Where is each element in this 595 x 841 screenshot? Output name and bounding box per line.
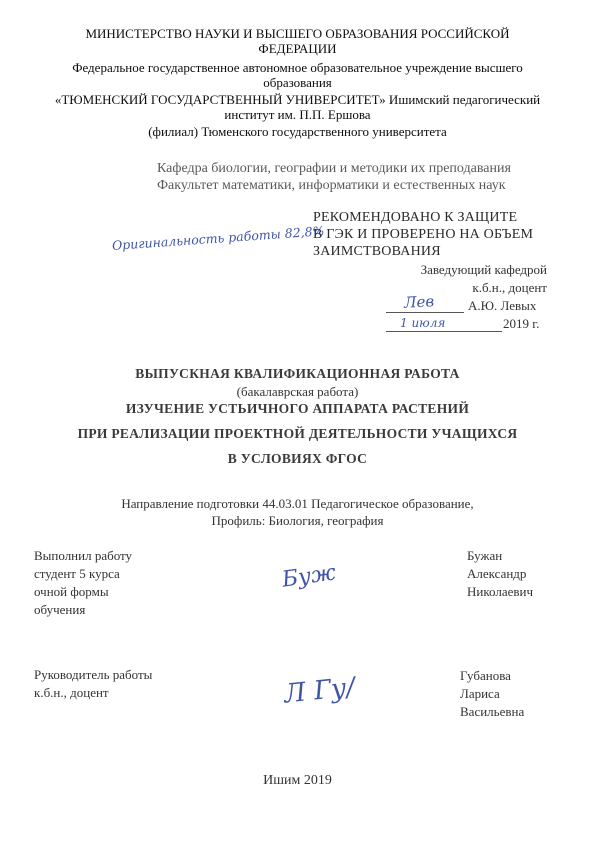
city-year: Ишим 2019 [263, 773, 332, 788]
head-signature-line [386, 312, 464, 313]
work-title-line-2: ПРИ РЕАЛИЗАЦИИ ПРОЕКТНОЙ ДЕЯТЕЛЬНОСТИ УЧАЩИХСЯ [77, 426, 518, 441]
student-label [34, 547, 132, 619]
institution-line-2: образования [263, 75, 332, 90]
work-title-line-3: В УСЛОВИЯХ ФГОС [227, 451, 368, 466]
work-title-line-1: ИЗУЧЕНИЕ УСТЬИЧНОГО АППАРАТА РАСТЕНИЙ [125, 401, 470, 416]
approval-year: 2019 г. [503, 316, 540, 331]
approval-line-2: В ГЭК И ПРОВЕРЕНО НА ОБЪЕМ [313, 227, 534, 242]
head-degree: к.б.н., доцент [472, 280, 547, 295]
supervisor-label-line-1: Руководитель работы [34, 667, 153, 682]
student-name [467, 547, 533, 601]
supervisor-label-line-2: к.б.н., доцент [34, 685, 109, 700]
supervisor-name-line-2: Лариса [460, 686, 500, 701]
program-profile: Профиль: Биология, география [211, 513, 384, 528]
originality-note: Оригинальность работы 82,8% [111, 223, 325, 253]
supervisor-name-line-3: Васильевна [460, 704, 525, 719]
university-line-3: (филиал) Тюменского государственного университета [148, 124, 447, 139]
student-name-line-3: Николаевич [467, 584, 533, 599]
approval-line-3: ЗАИМСТВОВАНИЯ [313, 244, 441, 259]
student-signature: Буж [280, 560, 338, 593]
ministry-line-1: МИНИСТЕРСТВО НАУКИ И ВЫСШЕГО ОБРАЗОВАНИЯ РОССИЙСКОЙ [85, 26, 510, 41]
ministry-line-2: ФЕДЕРАЦИИ [258, 41, 337, 56]
supervisor-name [460, 667, 524, 721]
student-label-line-3: очной формы [34, 584, 109, 599]
approval-date-handwritten: 1 июля [400, 316, 446, 330]
university-line-2: институт им. П.П. Ершова [224, 107, 371, 122]
work-subtype: (бакалаврская работа) [236, 384, 359, 399]
date-line [386, 331, 502, 332]
program-direction: Направление подготовки 44.03.01 Педагогическое образование, [121, 496, 474, 511]
head-signature: Лев [403, 292, 435, 312]
supervisor-name-line-1: Губанова [460, 668, 511, 683]
head-name: А.Ю. Левых [468, 298, 537, 313]
supervisor-signature: Л Гу/ [282, 672, 357, 710]
department-faculty: Факультет математики, информатики и естественных наук [157, 178, 506, 193]
work-type: ВЫПУСКНАЯ КВАЛИФИКАЦИОННАЯ РАБОТА [135, 366, 460, 381]
department-chair: Кафедра биологии, географии и методики их преподавания [157, 161, 511, 176]
institution-line-1: Федеральное государственное автономное образовательное учреждение высшего [72, 60, 523, 75]
student-label-line-2: студент 5 курса [34, 566, 120, 581]
university-line-1: «ТЮМЕНСКИЙ ГОСУДАРСТВЕННЫЙ УНИВЕРСИТЕТ» Ишимский педагогический [54, 92, 541, 107]
student-label-line-4: обучения [34, 602, 86, 617]
supervisor-label [34, 666, 152, 702]
student-name-line-1: Бужан [467, 548, 503, 563]
student-name-line-2: Александр [467, 566, 527, 581]
student-label-line-1: Выполнил работу [34, 548, 133, 563]
approval-line-1: РЕКОМЕНДОВАНО К ЗАЩИТЕ [313, 210, 518, 225]
head-title: Заведующий кафедрой [420, 262, 547, 277]
